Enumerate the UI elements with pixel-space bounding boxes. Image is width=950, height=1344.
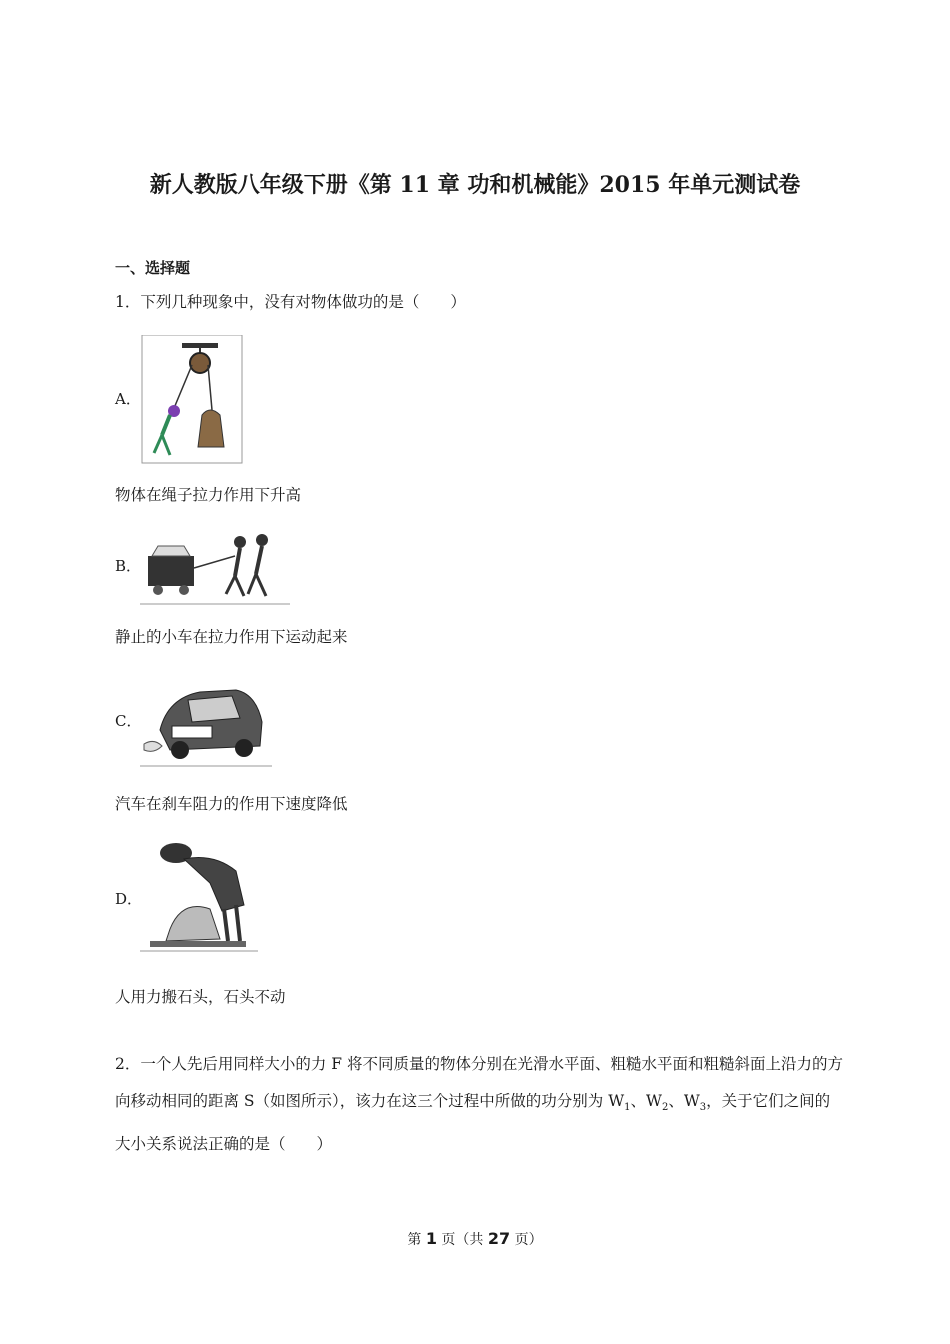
lift-stone-illustration <box>140 835 258 953</box>
option-d-label: D． <box>115 890 143 908</box>
option-c-label: C． <box>115 712 142 730</box>
question-1-stem: 1．下列几种现象中，没有对物体做功的是（ ） <box>115 293 466 311</box>
option-b-label: B． <box>115 557 142 575</box>
pulley-lift-illustration <box>140 335 246 465</box>
cart-pull-illustration <box>140 528 290 606</box>
footer-total-pages: 27 <box>487 1229 511 1248</box>
question-2-sep1: 、W <box>630 1092 662 1110</box>
footer-prefix: 第 <box>407 1232 426 1248</box>
option-d-caption: 人用力搬石头，石头不动 <box>115 988 286 1006</box>
option-a-caption: 物体在绳子拉力作用下升高 <box>115 486 302 504</box>
option-c-caption: 汽车在刹车阻力的作用下速度降低 <box>115 795 348 813</box>
w2-subscript: 2 <box>661 1102 669 1114</box>
car-braking-illustration <box>140 670 272 768</box>
footer-middle: 页（共 <box>436 1232 488 1248</box>
section-heading: 一、选择题 <box>115 259 191 277</box>
question-2-sep2: 、W <box>668 1092 700 1110</box>
footer-page-number: 1 <box>425 1229 437 1248</box>
w3-subscript: 3 <box>699 1102 707 1114</box>
option-b-caption: 静止的小车在拉力作用下运动起来 <box>115 628 348 646</box>
page-footer <box>0 1229 950 1249</box>
question-2-stem <box>115 1046 845 1163</box>
question-2-part2: ，关于它们之间的大小关系说法正确的是（ ） <box>115 1092 831 1154</box>
w1-subscript: 1 <box>624 1102 631 1114</box>
question-2-part1: 2．一个人先后用同样大小的力 F 将不同质量的物体分别在光滑水平面、粗糙水平面和粗糙斜面上沿力的方向移动相同的距离 S（如图所示），该力在这三个过程中所做的功分别为 W <box>115 1055 843 1110</box>
page-title: 新人教版八年级下册《第 11 章 功和机械能》2015 年单元测试卷 <box>149 172 801 198</box>
footer-suffix: 页） <box>510 1232 543 1248</box>
option-a-label: A． <box>115 390 141 408</box>
